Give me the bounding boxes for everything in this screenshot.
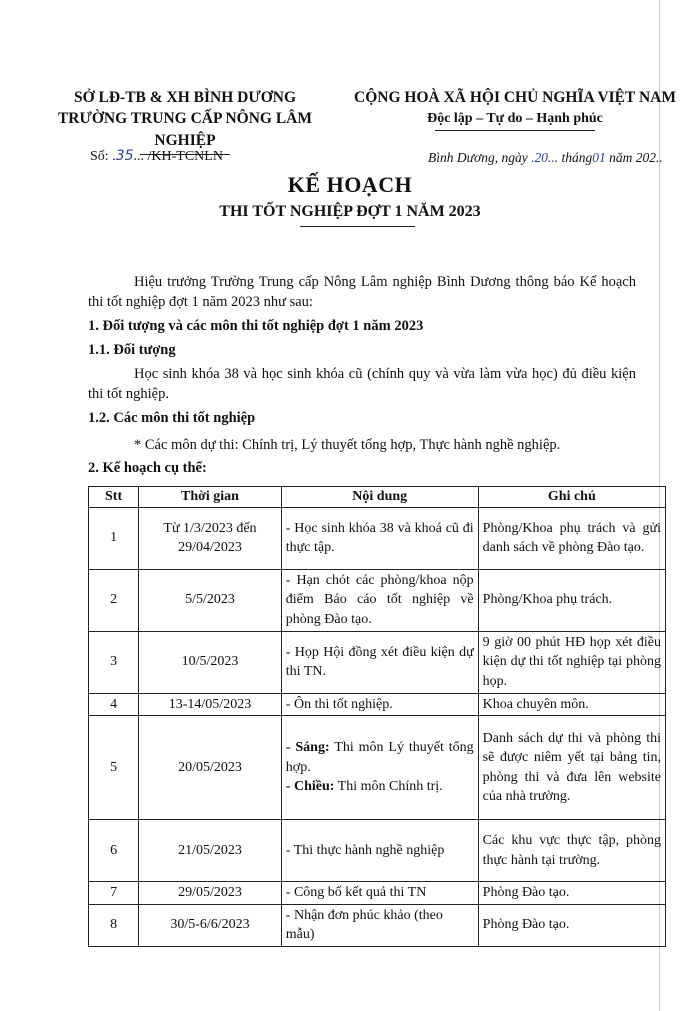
- section-1-1-heading: 1.1. Đối tượng: [88, 342, 176, 358]
- table-row: [89, 716, 666, 820]
- row-time: 10/5/2023: [139, 631, 282, 693]
- document-number: Số: .35... /KH-TCNLN: [90, 148, 223, 164]
- row-note: Khoa chuyên môn.: [478, 693, 665, 716]
- national-title: CỘNG HOÀ XÃ HỘI CHỦ NGHĨA VIỆT NAM: [354, 89, 676, 106]
- row-note: Phòng/Khoa phụ trách và gửi danh sách về phòng Đào tạo.: [478, 507, 665, 569]
- section-1-1-text: Học sinh khóa 38 và học sinh khóa cũ (chính quy và vừa làm vừa học) đủ điều kiện thi tốt nghiệp.: [88, 366, 636, 402]
- row-content: - Họp Hội đồng xét điều kiện dự thi TN.: [281, 631, 478, 693]
- row-stt: 4: [89, 693, 139, 716]
- row-time: 21/05/2023: [139, 820, 282, 882]
- table-row: [89, 820, 666, 882]
- document-date: Bình Dương, ngày .20... tháng01 năm 202..: [428, 150, 663, 165]
- section-2-heading: 2. Kế hoạch cụ thể:: [88, 460, 207, 476]
- col-header-time: Thời gian: [139, 487, 282, 508]
- table-row: [89, 507, 666, 569]
- section-1-2-heading: 1.2. Các môn thi tốt nghiệp: [88, 410, 256, 426]
- date-month-handwritten: 01: [592, 150, 606, 165]
- document-subtitle: THI TỐT NGHIỆP ĐỢT 1 NĂM 2023: [219, 203, 481, 220]
- row-stt: 8: [89, 904, 139, 946]
- document-title: KẾ HOẠCH: [287, 172, 413, 197]
- document-number-handwritten: 35: [115, 148, 134, 164]
- section-1-2-text: * Các môn dự thi: Chính trị, Lý thuyết tổng hợp, Thực hành nghề nghiệp.: [134, 437, 561, 453]
- motto-underline: [435, 130, 595, 131]
- col-header-stt: Stt: [89, 487, 139, 508]
- row-note: 9 giờ 00 phút HĐ họp xét điều kiện dự thi tốt nghiệp tại phòng họp.: [478, 631, 665, 693]
- table-row: [89, 569, 666, 631]
- table-row: [89, 693, 666, 716]
- row-note: Phòng/Khoa phụ trách.: [478, 569, 665, 631]
- plan-table: [88, 486, 666, 947]
- row-content: - Công bố kết quả thi TN: [281, 882, 478, 905]
- row-note: Danh sách dự thi và phòng thi sẽ được niêm yết tại bảng tin, phòng thi và đưa lên website của nhà trường.: [478, 716, 665, 820]
- row-time: 5/5/2023: [139, 569, 282, 631]
- row-time: 30/5-6/6/2023: [139, 904, 282, 946]
- table-header-row: [89, 487, 666, 508]
- date-day-handwritten: .20..: [531, 150, 555, 165]
- row-content: - Nhận đơn phúc khảo (theo mẫu): [281, 904, 478, 946]
- row-content: - Thi thực hành nghề nghiệp: [281, 820, 478, 882]
- row-content: - Học sinh khóa 38 và khoá cũ đi thực tập.: [281, 507, 478, 569]
- row-note: Phòng Đào tạo.: [478, 904, 665, 946]
- row-content: - Hạn chót các phòng/khoa nộp điểm Báo cáo tốt nghiệp về phòng Đào tạo.: [281, 569, 478, 631]
- issuer-header: [30, 88, 340, 155]
- national-motto: Độc lập – Tự do – Hạnh phúc: [427, 111, 603, 126]
- row-stt: 1: [89, 507, 139, 569]
- issuer-department: SỞ LĐ-TB & XH BÌNH DƯƠNG: [73, 89, 297, 106]
- row-content: - Ôn thi tốt nghiệp.: [281, 693, 478, 716]
- col-header-note: Ghi chú: [478, 487, 665, 508]
- national-header: [345, 88, 685, 131]
- intro-paragraph: Hiệu trưởng Trường Trung cấp Nông Lâm nghiệp Bình Dương thông báo Kế hoạch thi tốt nghiệp đợt 1 năm 2023 như sau:: [88, 274, 636, 310]
- row-time: 13-14/05/2023: [139, 693, 282, 716]
- row-time: Từ 1/3/2023 đến 29/04/2023: [139, 507, 282, 569]
- table-row: [89, 904, 666, 946]
- row-note: Các khu vực thực tập, phòng thực hành tại trường.: [478, 820, 665, 882]
- row-stt: 2: [89, 569, 139, 631]
- issuer-school: TRƯỜNG TRUNG CẤP NÔNG LÂM NGHIỆP: [57, 110, 313, 149]
- row-content: [281, 716, 478, 820]
- row-stt: 3: [89, 631, 139, 693]
- row-note: Phòng Đào tạo.: [478, 882, 665, 905]
- content-morning: - Sáng: Thi môn Lý thuyết tổng hợp.: [285, 740, 474, 775]
- row-time: 29/05/2023: [139, 882, 282, 905]
- row-stt: 7: [89, 882, 139, 905]
- table-row: [89, 882, 666, 905]
- row-stt: 5: [89, 716, 139, 820]
- row-time: 20/05/2023: [139, 716, 282, 820]
- section-1-heading: 1. Đối tượng và các môn thi tốt nghiệp đợt 1 năm 2023: [88, 318, 424, 334]
- col-header-content: Nội dung: [281, 487, 478, 508]
- subtitle-underline: [300, 226, 415, 227]
- content-afternoon: - Chiều: Thi môn Chính trị.: [285, 779, 443, 795]
- row-stt: 6: [89, 820, 139, 882]
- table-row: [89, 631, 666, 693]
